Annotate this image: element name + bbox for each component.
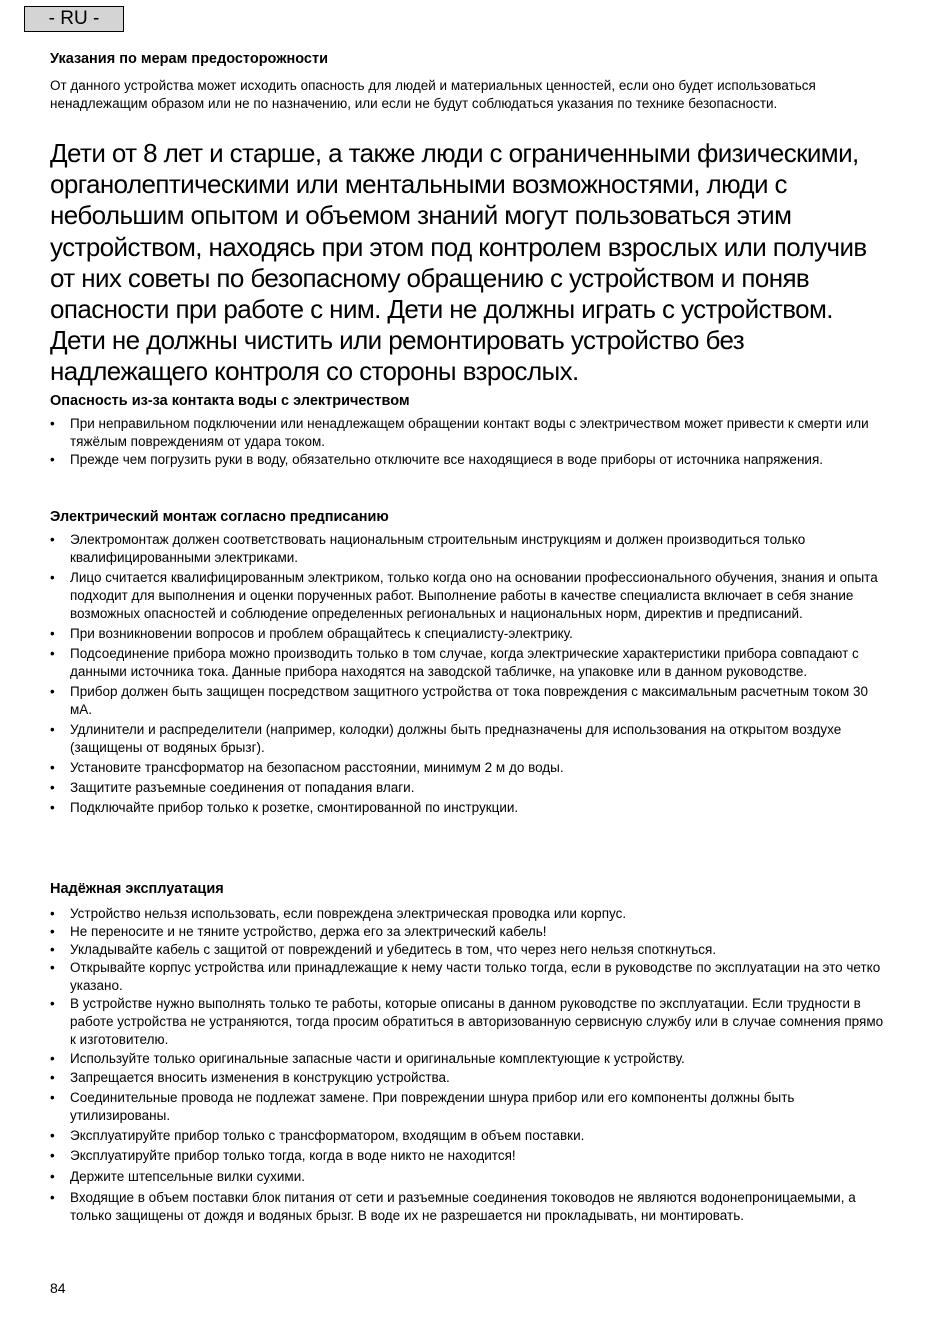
page-number: 84 — [50, 1280, 66, 1296]
children-warning-line: органолептическими или ментальными возможностями, люди с — [50, 169, 787, 200]
list-item: • Установите трансформатор на безопасном расстоянии, минимум 2 м до воды. — [50, 759, 890, 777]
children-warning-line: надлежащего контроля со стороны взрослых. — [50, 356, 579, 387]
list-item: • Лицо считается квалифицированным электриком, только когда оно на основании профессионального обучения, знания и опыта подходит для выполнения и оценки порученных работ. Выполнение работы в качестве специалиста включает в себя знание возможных опасностей и соблюдение определенных региональных и национальных норм, директив и предписаний. — [50, 569, 890, 623]
intro-title: Указания по мерам предосторожности — [50, 51, 329, 67]
list-item: • Запрещается вносить изменения в конструкцию устройства. — [50, 1069, 890, 1087]
section-water-electricity — [50, 393, 890, 469]
section-electrical-installation — [50, 509, 890, 817]
section-title: Опасность из-за контакта воды с электричеством — [50, 393, 410, 409]
list-item: • Прибор должен быть защищен посредством защитного устройства от тока повреждения с максимальным расчетным током 30 мА. — [50, 683, 890, 719]
children-warning — [50, 138, 910, 388]
list-item: • Электромонтаж должен соответствовать национальным строительным инструкциям и должен производиться только квалифицированными электриками. — [50, 531, 890, 567]
list-item: • Подсоединение прибора можно производить только в том случае, когда электрические характеристики прибора совпадают с данными источника тока. Данные прибора находятся на заводской табличке, на упаковке или в данном руководстве. — [50, 645, 890, 681]
children-warning-line: Дети не должны чистить или ремонтировать устройство без — [50, 325, 745, 356]
intro-text: От данного устройства может исходить опасность для людей и материальных ценностей, если оно будет использоваться ненадлежащим образом или не по назначению, или если не будут соблюдаться указания по технике безопасности. — [50, 78, 816, 111]
list-item: • Используйте только оригинальные запасные части и оригинальные комплектующие к устройству. — [50, 1050, 890, 1068]
list-item: • Открывайте корпус устройства или принадлежащие к нему части только тогда, если в руководстве по эксплуатации на это четко указано. — [50, 959, 890, 995]
list-item: • Эксплуатируйте прибор только с трансформатором, входящим в объем поставки. — [50, 1127, 890, 1145]
list-item: • Держите штепсельные вилки сухими. — [50, 1168, 890, 1186]
list-item: • Входящие в объем поставки блок питания от сети и разъемные соединения тоководов не являются водонепроницаемыми, а только защищены от дождя и водяных брызг. В воде их не разрешается ни прокладывать, ни монтировать. — [50, 1189, 890, 1225]
children-warning-line: Дети от 8 лет и старше, а также люди с ограниченными физическими, — [50, 138, 859, 168]
list-item: • Устройство нельзя использовать, если повреждена электрическая проводка или корпус. — [50, 905, 890, 923]
list-item: • Не переносите и не тяните устройство, держа его за электрический кабель! — [50, 923, 890, 941]
section-safe-operation — [50, 881, 890, 1225]
section-title: Электрический монтаж согласно предписанию — [50, 509, 389, 525]
language-tag: - RU - — [24, 6, 124, 32]
bullet-list — [50, 415, 890, 469]
children-warning-line: устройством, находясь при этом под контролем взрослых или получив — [50, 231, 867, 262]
list-item: • Подключайте прибор только к розетке, смонтированной по инструкции. — [50, 799, 890, 817]
list-item: • В устройстве нужно выполнять только те работы, которые описаны в данном руководстве по эксплуатации. Если трудности в работе устройства не устраняются, тогда просим обратиться в авторизованную сервисную службу или в случае сомнения прямо к изготовителю. — [50, 995, 890, 1049]
list-item: • При неправильном подключении или ненадлежащем обращении контакт воды с электричеством может привести к смерти или тяжёлым повреждениям от удара током. — [50, 415, 890, 451]
bullet-list — [50, 905, 890, 1225]
list-item: • При возникновении вопросов и проблем обращайтесь к специалисту-электрику. — [50, 625, 890, 643]
list-item: • Защитите разъемные соединения от попадания влаги. — [50, 779, 890, 797]
children-warning-line: небольшим опытом и объемом знаний могут пользоваться этим — [50, 200, 792, 231]
list-item: • Соединительные провода не подлежат замене. При повреждении шнура прибор или его компоненты должны быть утилизированы. — [50, 1089, 890, 1125]
list-item: • Прежде чем погрузить руки в воду, обязательно отключите все находящиеся в воде приборы от источника напряжения. — [50, 451, 890, 469]
children-warning-line: опасности при работе с ним. Дети не должны играть с устройством. — [50, 294, 833, 325]
list-item: • Удлинители и распределители (например, колодки) должны быть предназначены для использования на открытом воздухе (защищены от водяных брызг). — [50, 721, 890, 757]
section-title: Надёжная эксплуатация — [50, 881, 224, 897]
bullet-list — [50, 531, 890, 817]
children-warning-line: от них советы по безопасному обращению с устройством и поняв — [50, 262, 810, 293]
list-item: • Укладывайте кабель с защитой от повреждений и убедитесь в том, что через него нельзя споткнуться. — [50, 941, 890, 959]
list-item: • Эксплуатируйте прибор только тогда, когда в воде никто не находится! — [50, 1147, 890, 1165]
